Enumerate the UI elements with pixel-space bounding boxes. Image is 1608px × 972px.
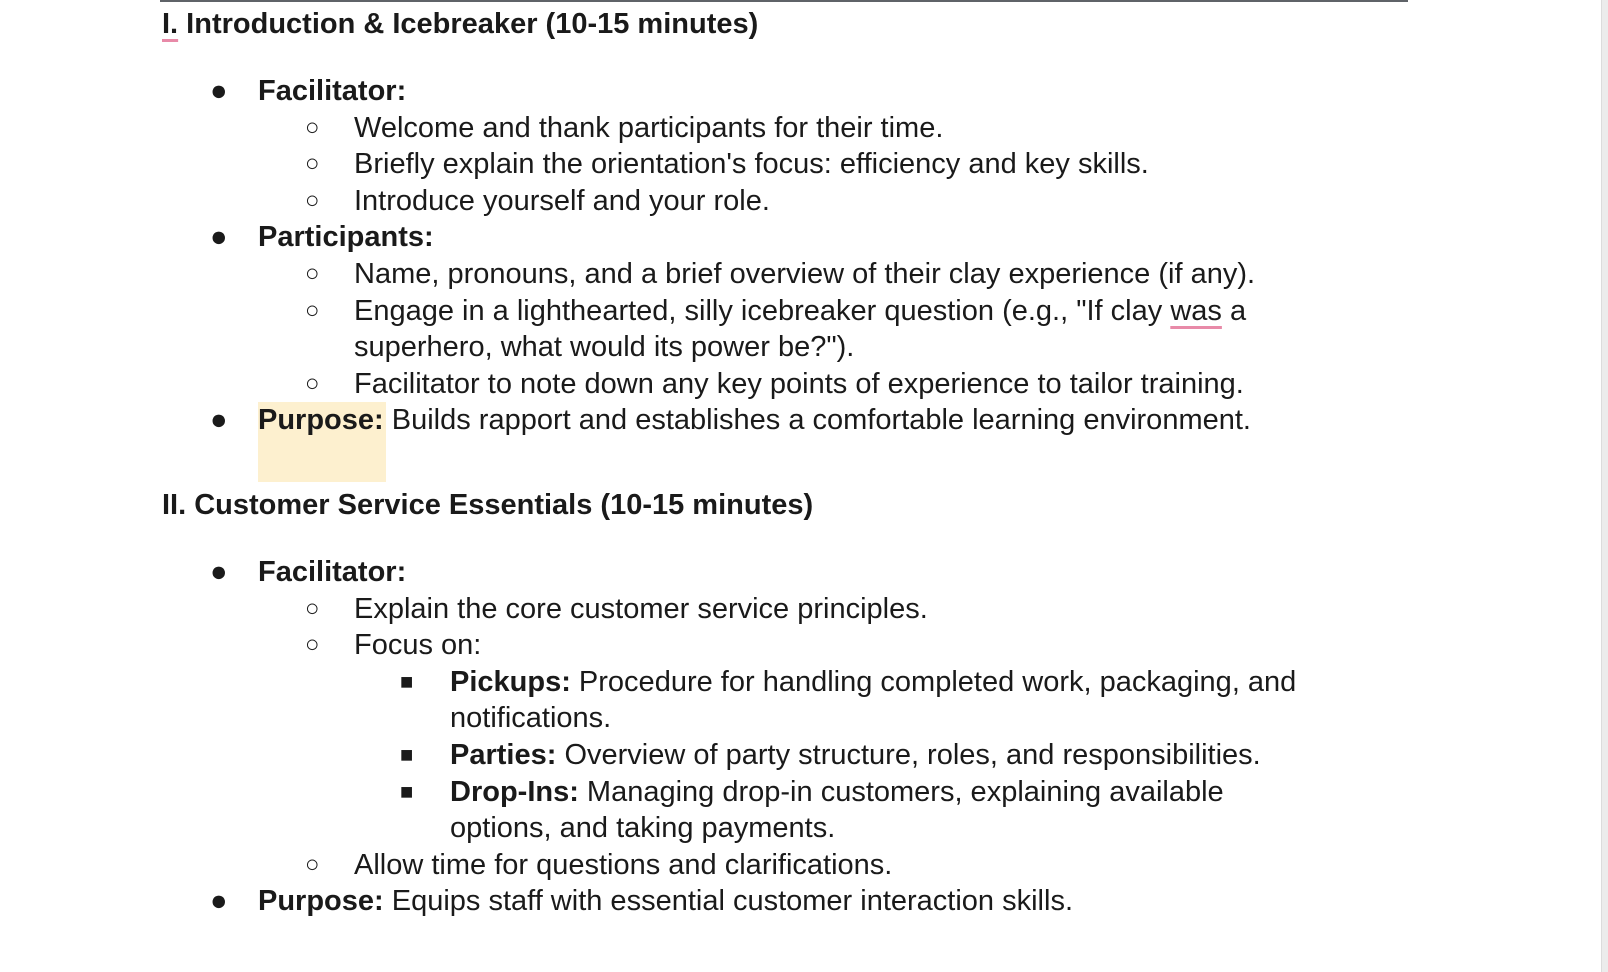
intro-list [162,73,1392,439]
hollow-circle-bullet-icon: ○ [305,850,320,878]
facilitator-label: Facilitator: [258,75,407,107]
customer-service-list [162,554,1392,920]
list-item [162,591,1392,628]
purpose-label: Purpose: [258,885,384,918]
list-item-parties [162,737,1392,774]
text-run: a superhero, what would its power be?"). [354,294,1247,364]
section-heading-intro [162,6,1392,42]
list-item-text: Facilitator to note down any key points of experience to tailor training. [354,367,1244,400]
hollow-circle-bullet-icon: ○ [305,296,320,324]
list-item [162,256,1392,293]
document-page [162,0,1392,920]
list-item [162,110,1392,147]
filled-circle-bullet-icon: ● [210,404,228,437]
list-item [162,293,1392,366]
list-item-pickups [162,664,1392,737]
drop-ins-label: Drop-Ins: [450,775,579,808]
list-item-text: Focus on: [354,629,482,662]
purpose-text: Equips staff with essential customer interaction skills. [383,885,1074,918]
list-item-text: Briefly explain the orientation's focus: efficiency and key skills. [354,148,1149,181]
section-heading-customer-service: II. Customer Service Essentials (10-15 minutes) [162,488,814,521]
list-item [162,146,1392,183]
purpose-label: Purpose: [258,404,384,437]
list-item-drop-ins [162,774,1392,847]
list-item-text: Name, pronouns, and a brief overview of their clay experience (if any). [354,257,1256,290]
list-item-text [354,293,1324,366]
list-item-text: Introduce yourself and your role. [354,184,770,217]
hollow-circle-bullet-icon: ○ [305,259,320,287]
pickups-label: Pickups: [450,665,571,698]
list-item-text: Explain the core customer service principles. [354,592,928,625]
parties-text: Overview of party structure, roles, and responsibilities. [556,738,1261,771]
list-item-purpose [162,402,1392,439]
list-item-text [450,774,1310,847]
spellcheck-flagged-word[interactable]: I. [162,8,179,40]
list-item-text [450,664,1380,737]
list-item [162,847,1392,884]
list-item [162,183,1392,220]
drop-ins-text: Managing drop-in customers, explaining available options, and taking payments. [450,775,1224,845]
hollow-circle-bullet-icon: ○ [305,150,320,178]
square-bullet-icon: ■ [400,778,414,804]
spellcheck-flagged-word[interactable]: was [1170,294,1222,327]
filled-circle-bullet-icon: ● [210,885,228,918]
text-run: Engage in a lighthearted, silly icebreaker question (e.g., "If clay [354,294,1171,327]
list-item-text: Allow time for questions and clarifications. [354,848,893,881]
list-item [162,627,1392,664]
filled-circle-bullet-icon: ● [210,555,228,588]
list-item-text: Welcome and thank participants for their time. [354,111,944,144]
hollow-circle-bullet-icon: ○ [305,594,320,622]
filled-circle-bullet-icon: ● [210,75,228,107]
parties-label: Parties: [450,738,557,771]
list-item-purpose [162,883,1392,920]
vertical-scrollbar[interactable] [1601,0,1608,972]
participants-label: Participants: [258,221,434,254]
list-item-facilitator [162,73,1392,110]
square-bullet-icon: ■ [400,741,414,767]
square-bullet-icon: ■ [400,668,414,694]
hollow-circle-bullet-icon: ○ [305,186,320,214]
hollow-circle-bullet-icon: ○ [305,369,320,397]
hollow-circle-bullet-icon: ○ [305,113,320,141]
purpose-text: Builds rapport and establishes a comfortable learning environment. [383,404,1251,437]
list-item-facilitator [162,554,1392,591]
hollow-circle-bullet-icon: ○ [305,631,320,659]
filled-circle-bullet-icon: ● [210,221,228,254]
list-item [162,366,1392,403]
list-item-participants [162,219,1392,256]
facilitator-label: Facilitator: [258,555,407,588]
pickups-text: Procedure for handling completed work, packaging, and notifications. [450,665,1297,735]
heading-text: Introduction & Icebreaker (10-15 minutes) [178,8,759,40]
